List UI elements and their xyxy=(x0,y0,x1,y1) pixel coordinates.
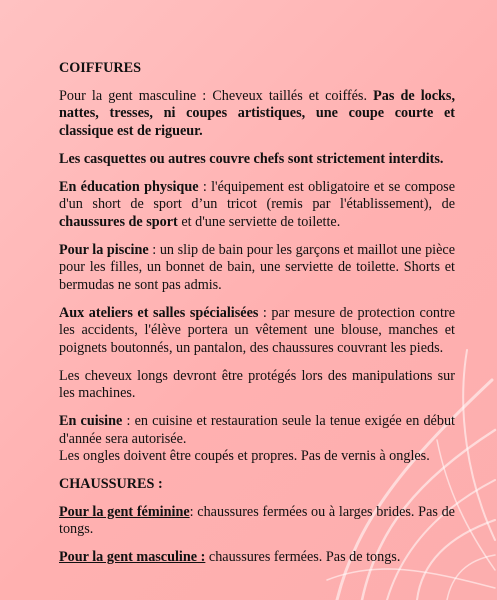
paragraph-text: : par mesure de protection contre les accidents, l'élève portera un vêtement une blouse, manches et poignets boutonnés, un pantalon, des chaussures couvrant les pieds. xyxy=(59,304,455,356)
paragraph-education-physique xyxy=(59,179,455,232)
paragraph-text: : chaussures fermées ou à larges brides. Pas de tongs. xyxy=(59,503,455,537)
paragraph-ateliers xyxy=(59,305,455,358)
document-page xyxy=(59,60,455,577)
paragraph-cheveux-longs: Les cheveux longs devront être protégés lors des manipulations sur les machines. xyxy=(59,367,455,401)
paragraph-gent-feminine-chaussures xyxy=(59,504,455,539)
paragraph-ongles: Les ongles doivent être coupés et propres. Pas de vernis à ongles. xyxy=(59,448,430,464)
paragraph-text: : un slip de bain pour les garçons et maillot une pièce pour les filles, un bonnet de bain, une serviette de toilette. Shorts et bermudas ne sont pas admis. xyxy=(59,241,455,293)
paragraph-label: En éducation physique xyxy=(59,178,199,195)
paragraph-text: : l'équipement est obligatoire et se compose d'un short de sport d’un tricot (remis par l'établissement), de xyxy=(59,178,456,212)
paragraph-bold-text: Pas de locks, nattes, tresses, ni coupes artistiques, une coupe courte et classique est de rigueur. xyxy=(59,87,455,139)
section-heading-chaussures: CHAUSSURES : xyxy=(59,476,163,492)
paragraph-label: Pour la gent masculine : xyxy=(59,549,206,565)
paragraph-label: En cuisine xyxy=(59,413,123,429)
paragraph-gent-masculine-chaussures xyxy=(59,549,455,567)
paragraph-text: : en cuisine et restauration seule la tenue exigée en début d'année sera autorisée. xyxy=(59,413,455,447)
paragraph-piscine xyxy=(59,242,455,295)
paragraph-text: Pour la gent masculine : Cheveux taillés et coiffés. xyxy=(59,87,374,104)
paragraph-text: chaussures fermées. Pas de tongs. xyxy=(205,549,401,565)
paragraph-bold-text: chaussures de sport xyxy=(59,213,178,230)
paragraph-label: Aux ateliers et salles spécialisées xyxy=(59,304,259,321)
paragraph-casquettes xyxy=(59,151,455,169)
paragraph-bold-text: Les casquettes ou autres couvre chefs sont strictement interdits. xyxy=(59,150,444,167)
paragraph-label: Pour la piscine xyxy=(59,241,149,258)
paragraph-cuisine xyxy=(59,413,455,448)
paragraph-gent-masculine-coiffure xyxy=(59,88,455,141)
paragraph-label: Pour la gent féminine xyxy=(59,503,190,520)
section-heading-coiffures: COIFFURES xyxy=(59,60,141,76)
paragraph-text: et d'une serviette de toilette. xyxy=(177,213,341,230)
